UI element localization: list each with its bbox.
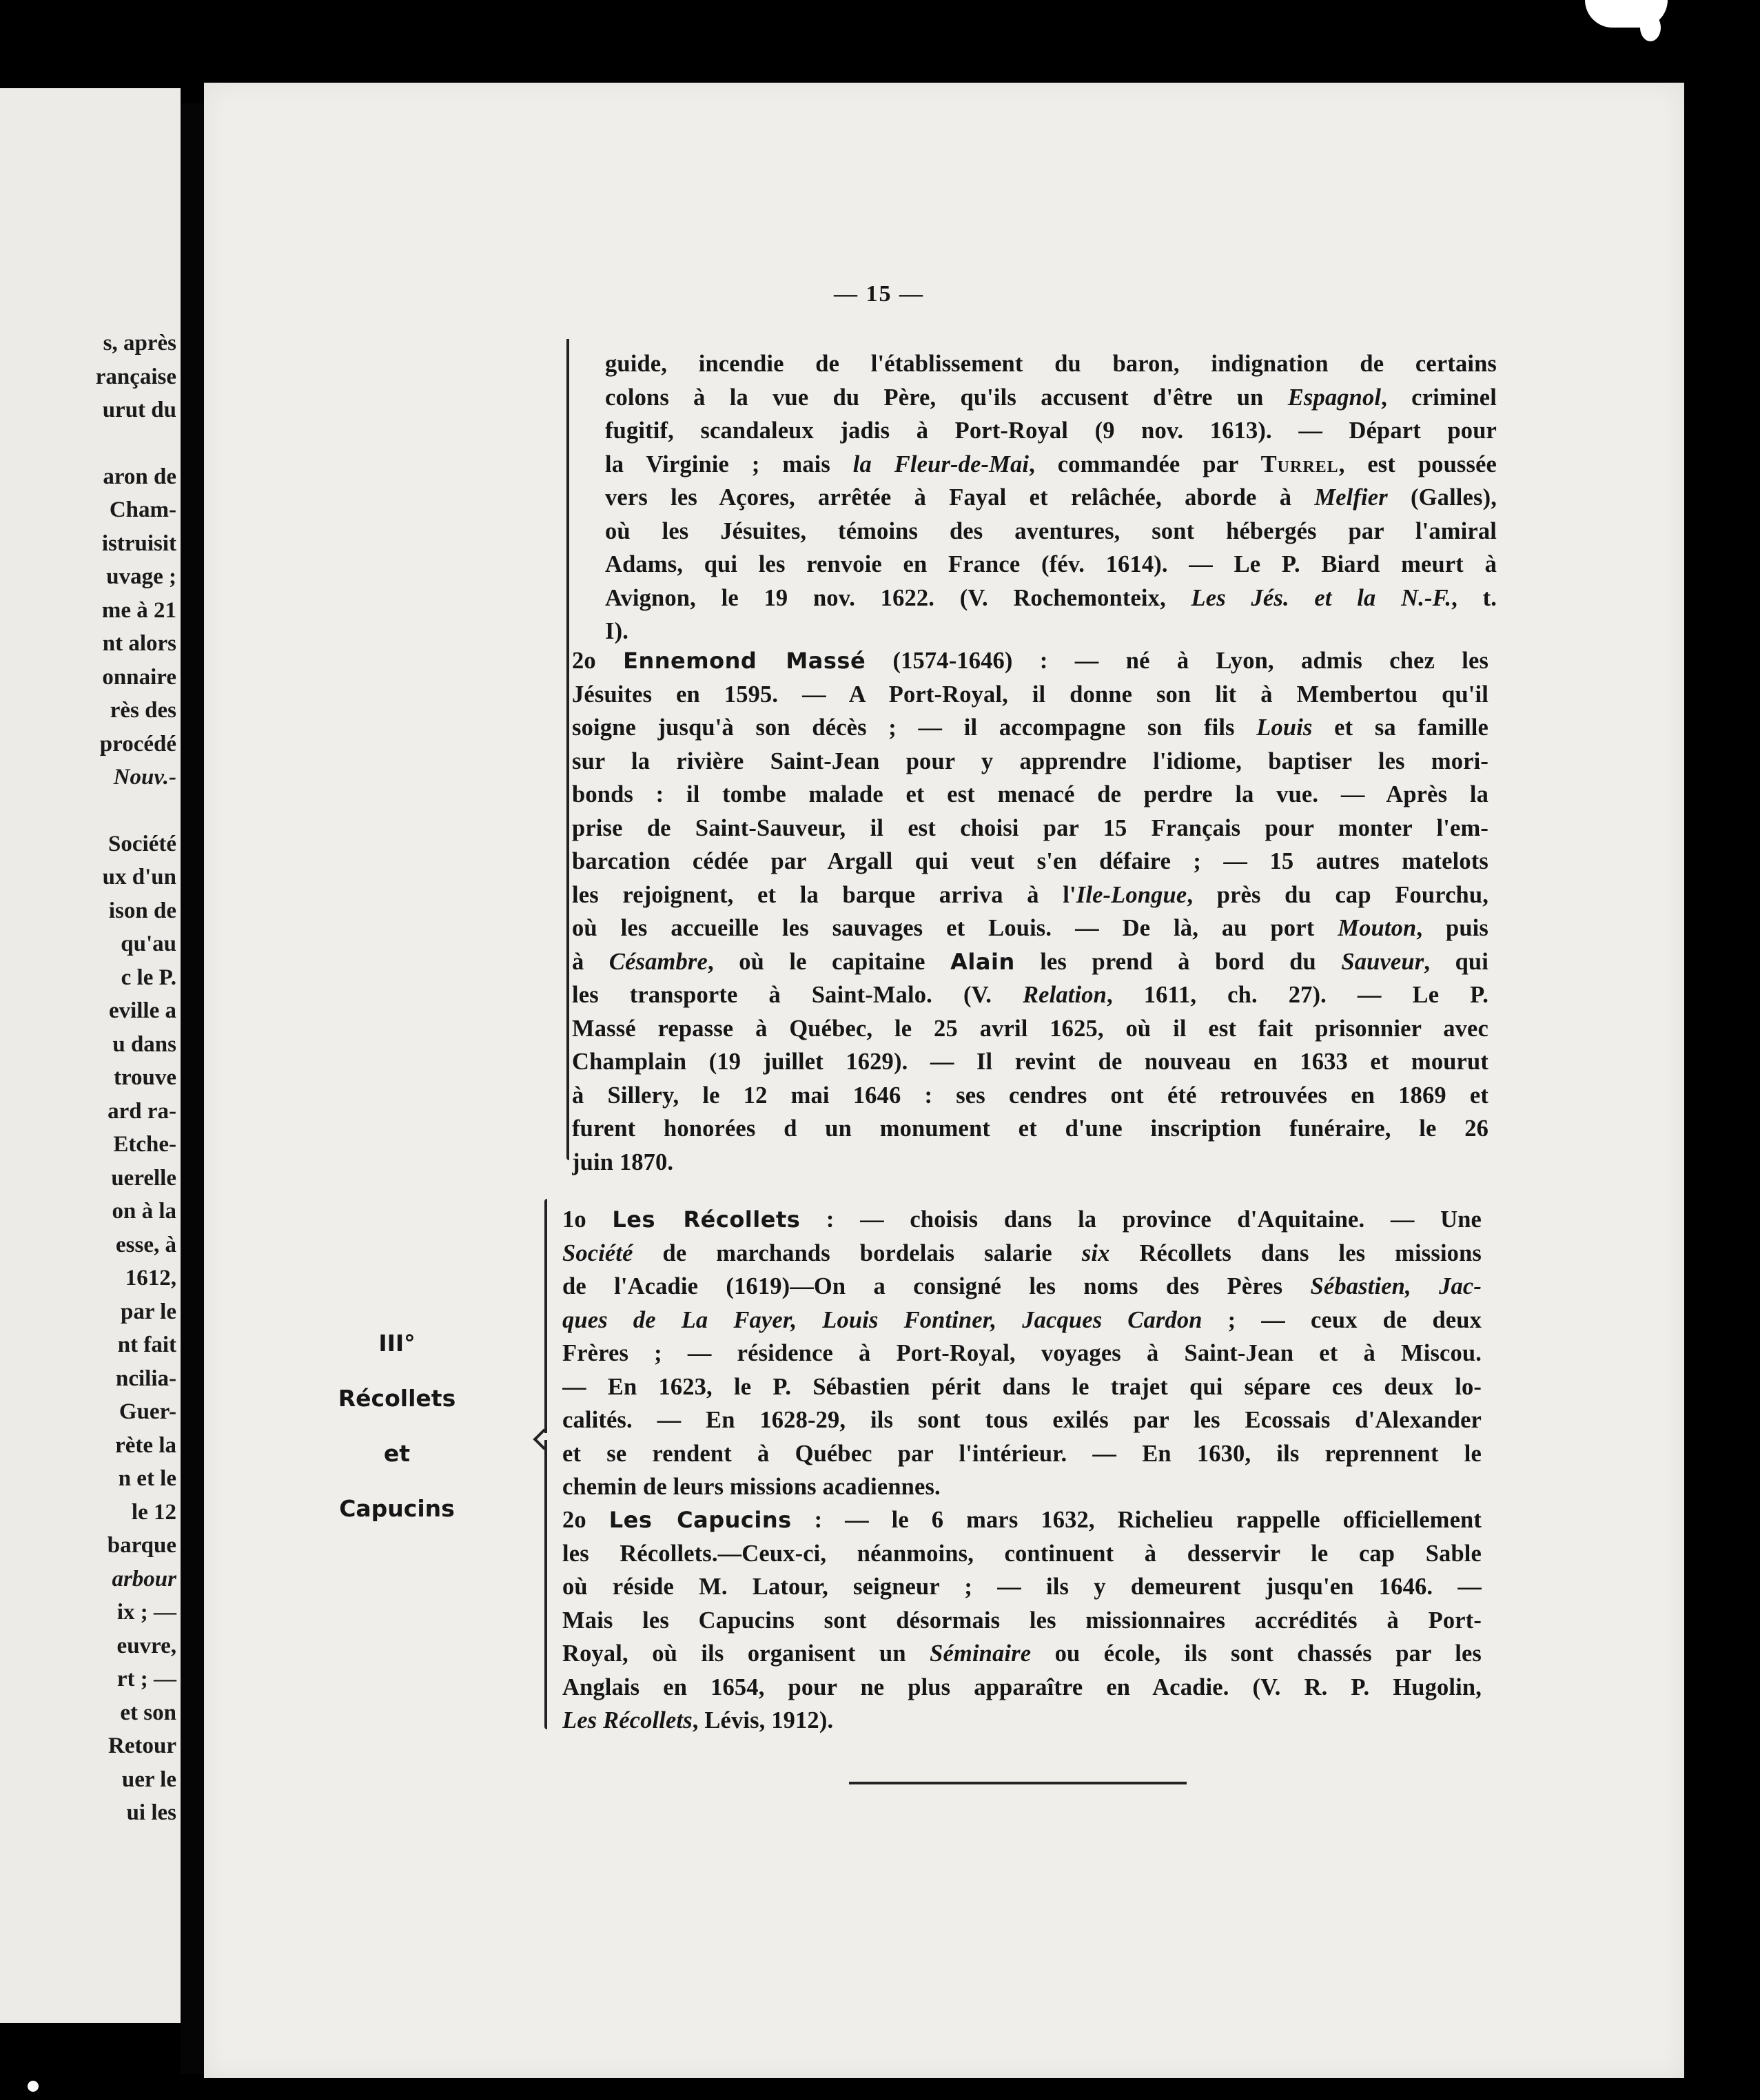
- side-title-line: Récollets: [338, 1385, 456, 1412]
- text-line: Champlain (19 juillet 1629). — Il revint de nouveau en 1633 et mourut: [572, 1049, 1488, 1075]
- text-line: Société de marchands bordelais salarie six Récollets dans les missions: [562, 1239, 1482, 1266]
- left-page-line: Cham-: [109, 497, 176, 522]
- side-title-line: et: [383, 1440, 411, 1467]
- text-line: 2o Ennemond Massé (1574-1646) : — né à Lyon, admis chez les: [572, 648, 1488, 674]
- left-page-line: le 12: [131, 1499, 176, 1525]
- left-page-line: onnaire: [102, 664, 176, 690]
- text-line: Anglais en 1654, pour ne plus apparaître en Acadie. (V. R. P. Hugolin,: [562, 1674, 1482, 1700]
- text-line: — En 1623, le P. Sébastien périt dans le trajet qui sépare ces deux lo-: [562, 1373, 1482, 1400]
- left-page-line: u dans: [112, 1031, 176, 1057]
- left-page-line: ncilia-: [116, 1366, 176, 1391]
- text-line: prise de Saint-Sauveur, il est choisi par 15 Français pour monter l'em-: [572, 814, 1488, 841]
- text-line: guide, incendie de l'établissement du baron, indignation de certains: [605, 351, 1497, 377]
- recollets-paragraph: [562, 1203, 1482, 1504]
- text-line: Adams, qui les renvoie en France (fév. 1614). — Le P. Biard meurt à: [605, 551, 1497, 577]
- side-title-line: Capucins: [339, 1495, 455, 1522]
- text-line: et se rendent à Québec par l'intérieur. — En 1630, ils reprennent le: [562, 1440, 1482, 1467]
- closing-rule: [849, 1782, 1187, 1784]
- left-page-line: Guer-: [119, 1399, 176, 1424]
- text-line: où les accueille les sauvages et Louis. — De là, au port Mouton, puis: [572, 915, 1488, 941]
- left-page-line: nt alors: [102, 631, 176, 656]
- text-line: juin 1870.: [572, 1149, 674, 1175]
- left-page-line: qu'au: [121, 931, 176, 956]
- jesuites-bracket: [566, 339, 569, 1160]
- left-page-line: nt fait: [117, 1332, 176, 1357]
- text-line: Massé repasse à Québec, le 25 avril 1625, où il est fait prisonnier avec: [572, 1015, 1488, 1042]
- left-page-line: c le P.: [121, 965, 176, 990]
- masse-paragraph: [572, 644, 1488, 1179]
- left-page-line: barque: [107, 1533, 176, 1558]
- text-line: Royal, où ils organisent un Séminaire ou école, ils sont chassés par les: [562, 1640, 1482, 1667]
- text-line: à Césambre, où le capitaine Alain les prend à bord du Sauveur, qui: [572, 948, 1488, 975]
- left-page-line: on à la: [112, 1199, 176, 1224]
- text-line: Jésuites en 1595. — A Port-Royal, il donne son lit à Membertou qu'il: [572, 681, 1488, 708]
- text-line: furent honorées d un monument et d'une inscription funéraire, le 26: [572, 1115, 1488, 1142]
- left-page-line: n et le: [118, 1466, 176, 1491]
- left-page-line: ui les: [126, 1800, 176, 1825]
- text-line: fugitif, scandaleux jadis à Port-Royal (9 nov. 1613). — Départ pour: [605, 418, 1497, 444]
- text-line: 2o Les Capucins : — le 6 mars 1632, Richelieu rappelle officiellement: [562, 1507, 1482, 1533]
- book-gutter: [181, 103, 204, 2074]
- left-page-line: rète la: [115, 1432, 176, 1458]
- text-line: chemin de leurs missions acadiennes.: [562, 1474, 941, 1500]
- text-line: où réside M. Latour, seigneur ; — ils y demeurent jusqu'en 1646. —: [562, 1574, 1482, 1600]
- left-page-line: trouve: [113, 1065, 176, 1090]
- text-line: vers les Açores, arrêtée à Fayal et relâchée, aborde à Melfier (Galles),: [605, 484, 1497, 511]
- text-line: barcation cédée par Argall qui veut s'en défaire ; — 15 autres matelots: [572, 848, 1488, 874]
- left-page-line: et son: [120, 1700, 176, 1725]
- left-page-line: procédé: [99, 731, 176, 756]
- page-number: — 15 —: [834, 281, 924, 307]
- left-page-line: uerelle: [111, 1165, 176, 1191]
- text-line: Frères ; — résidence à Port-Royal, voyages à Saint-Jean et à Miscou.: [562, 1340, 1482, 1366]
- left-page-line: esse, à: [116, 1232, 176, 1257]
- left-page-line: uvage ;: [106, 564, 176, 589]
- left-page-line: ux d'un: [102, 865, 176, 889]
- text-line: bonds : il tombe malade et est menacé de perdre la vue. — Après la: [572, 781, 1488, 807]
- left-page-line: eville a: [108, 998, 176, 1023]
- biard-continuation-paragraph: [605, 347, 1497, 648]
- text-line: calités. — En 1628-29, ils sont tous exilés par les Ecossais d'Alexander: [562, 1407, 1482, 1433]
- left-page-line: rançaise: [95, 364, 176, 389]
- left-page-line: rt ; —: [116, 1667, 176, 1691]
- text-line: Avignon, le 19 nov. 1622. (V. Rochemonteix, Les Jés. et la N.-F., t.: [605, 584, 1497, 611]
- left-page-line: Retour: [108, 1733, 176, 1758]
- left-page-line: euvre,: [116, 1633, 176, 1658]
- text-line: de l'Acadie (1619)—On a consigné les noms des Pères Sébastien, Jac-: [562, 1273, 1482, 1299]
- left-page-line: istruisit: [101, 531, 176, 556]
- left-page-line: 1612,: [125, 1266, 176, 1290]
- left-page-line: aron de: [103, 464, 176, 489]
- text-line: colons à la vue du Père, qu'ils accusent d'être un Espagnol, criminel: [605, 384, 1497, 411]
- text-line: les Récollets.—Ceux-ci, néanmoins, continuent à desservir le cap Sable: [562, 1540, 1482, 1567]
- side-title-line: III°: [378, 1330, 416, 1357]
- left-page-line: ison de: [108, 898, 176, 923]
- text-line: où les Jésuites, témoins des aventures, sont hébergés par l'amiral: [605, 517, 1497, 544]
- text-line: les transporte à Saint-Malo. (V. Relation, 1611, ch. 27). — Le P.: [572, 982, 1488, 1008]
- left-page-line: ard ra-: [108, 1098, 176, 1124]
- scan-speck: [1640, 14, 1661, 41]
- left-page-line: par le: [121, 1299, 176, 1324]
- left-page-line: uer le: [121, 1767, 176, 1792]
- left-page-line: ix ; —: [116, 1600, 176, 1625]
- text-line: Les Récollets, Lévis, 1912).: [562, 1707, 834, 1733]
- recollets-bracket-top: [544, 1199, 547, 1433]
- left-page-line: rès des: [110, 698, 176, 723]
- text-line: les rejoignent, et la barque arriva à l'Ile-Longue, près du cap Fourchu,: [572, 881, 1488, 908]
- text-line: soigne jusqu'à son décès ; — il accompagne son fils Louis et sa famille: [572, 714, 1488, 741]
- left-page-line: Nouv.-: [113, 765, 176, 790]
- text-line: à Sillery, le 12 mai 1646 : ses cendres ont été retrouvées en 1869 et: [572, 1082, 1488, 1109]
- left-page-line: arbour: [112, 1566, 176, 1592]
- left-page-line: urut du: [102, 398, 176, 422]
- left-page-line: me à 21: [101, 597, 176, 623]
- text-line: la Virginie ; mais la Fleur-de-Mai, commandée par Turrel, est poussée: [605, 451, 1497, 477]
- left-page-line: Etche-: [113, 1132, 176, 1157]
- left-page-line: s, après: [103, 331, 176, 356]
- scan-speck: [28, 2081, 39, 2092]
- text-line: I).: [605, 618, 628, 644]
- left-page-fragment: [0, 88, 181, 2023]
- left-page-line: Société: [108, 831, 176, 856]
- recollets-bracket-bottom: [544, 1440, 547, 1729]
- text-line: 1o Les Récollets : — choisis dans la province d'Aquitaine. — Une: [562, 1206, 1482, 1233]
- text-line: Mais les Capucins sont désormais les missionnaires accrédités à Port-: [562, 1607, 1482, 1634]
- text-line: ques de La Fayer, Louis Fontiner, Jacques Cardon ; — ceux de deux: [562, 1306, 1482, 1333]
- text-line: sur la rivière Saint-Jean pour y apprendre l'idiome, baptiser les mori-: [572, 748, 1488, 774]
- capucins-paragraph: [562, 1503, 1482, 1738]
